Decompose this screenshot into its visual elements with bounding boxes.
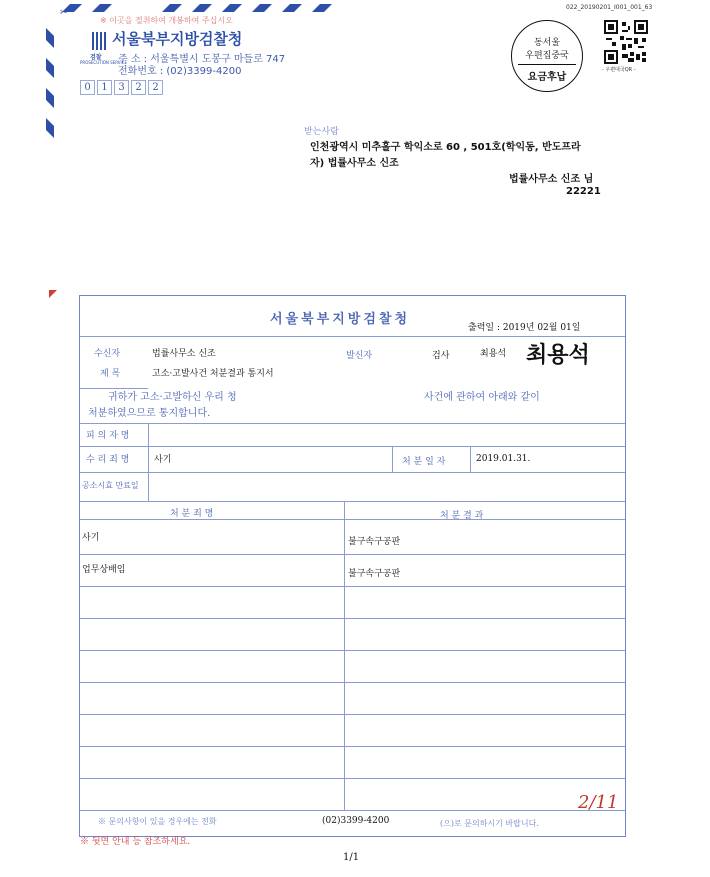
charge-value: 사기: [154, 455, 172, 465]
sender-address-label: 주 소 :: [118, 54, 148, 65]
divider: [80, 336, 625, 337]
scissors-icon: ✂: [60, 8, 68, 18]
logo-caption: 검찰: [90, 54, 102, 61]
divider: [80, 423, 625, 424]
zip-digit: 2: [148, 80, 163, 95]
divider: [392, 446, 393, 472]
recipient-address-line1: 인천광역시 미추홀구 학익소로 60 , 501호(학익동, 반도프라: [310, 142, 581, 153]
to-value: 법률사무소 신조: [152, 349, 216, 359]
prosecution-logo-icon: [92, 32, 106, 50]
cut-notice: ※ 이곳을 절취하여 개봉하여 주십시오: [100, 16, 233, 25]
notice-form: [79, 295, 626, 837]
qr-code-icon: [604, 20, 648, 64]
limitation-label: 공소시효 만료일: [82, 481, 139, 490]
to-label: 수신자: [94, 349, 121, 359]
footer-prefix: ※ 문의사항이 있을 경우에는 전화: [98, 817, 217, 826]
footer-suffix: (으)로 문의하시기 바랍니다.: [440, 819, 539, 828]
zip-digit: 2: [131, 80, 146, 95]
row-charge: 사기: [82, 533, 100, 543]
accused-label: 피 의 자 명: [86, 431, 130, 441]
envelope-stripes-side: [46, 28, 54, 138]
signature: 최용석: [526, 342, 590, 368]
charge-label: 수 리 죄 명: [86, 455, 130, 465]
sender-address: 서울특별시 도봉구 마들로 747: [150, 54, 286, 65]
recipient-name: 법률사무소 신조 님: [509, 174, 594, 185]
divider: [80, 554, 625, 555]
divider: [80, 714, 625, 715]
subject-label: 제 목: [100, 369, 121, 379]
zip-digit: 3: [114, 80, 129, 95]
divider: [344, 501, 345, 810]
document-id: 022_20190201_I001_001_63: [566, 4, 653, 11]
recipient-address-line2: 자) 법률사무소 신조: [310, 158, 399, 169]
from-role: 검사: [432, 351, 450, 361]
postage-stamp: [511, 20, 583, 92]
decision-date-label: 처 분 일 자: [402, 457, 446, 467]
from-label: 발신자: [346, 351, 373, 361]
stamp-line3: 요금후납: [518, 64, 576, 83]
divider: [80, 650, 625, 651]
row-result: 불구속구공판: [348, 537, 401, 547]
output-date: 2019년 02월 01일: [502, 323, 581, 333]
body-line2: 처분하였으므로 통지합니다.: [88, 408, 211, 419]
handwritten-note: 2/11: [578, 792, 619, 813]
sender-phone-label: 전화번호 :: [118, 66, 164, 77]
footer-phone: (02)3399-4200: [322, 816, 390, 826]
zip-digit: 0: [80, 80, 95, 95]
output-date-row: [468, 320, 580, 333]
col-charge-header: 처 분 죄 명: [170, 509, 214, 519]
back-note: ※ 뒷면 안내 등 참조하세요.: [80, 837, 191, 847]
qr-caption: - 우편대국QR -: [602, 67, 636, 73]
divider: [148, 423, 149, 501]
divider: [470, 446, 471, 472]
body-line1: 귀하가 고소·고발하신 우리 청: [108, 392, 237, 403]
stamp-line1: 동서울: [533, 38, 561, 48]
decision-date: 2019.01.31.: [476, 454, 531, 464]
recipient-label: 받는사람: [304, 127, 339, 137]
recipient-zip: 22221: [566, 186, 601, 197]
form-title: 서울북부지방검찰청: [270, 312, 411, 327]
divider: [80, 519, 625, 520]
divider: [80, 746, 625, 747]
divider: [80, 446, 625, 447]
divider: [80, 618, 625, 619]
output-date-label: 출력일 :: [468, 323, 500, 333]
divider: [80, 501, 625, 502]
sender-name: 서울북부지방검찰청: [112, 30, 243, 48]
row-result: 불구속구공판: [348, 569, 401, 579]
envelope-stripes-top: [62, 4, 332, 12]
divider: [80, 586, 625, 587]
body-line1b: 사건에 관하여 아래와 같이: [424, 392, 540, 403]
logo-subcaption: PROSECUTION SERVICE: [80, 60, 128, 65]
stamp-line2: 우편집중국: [525, 51, 569, 61]
sender-zip: [80, 75, 165, 95]
subject-value: 고소·고발사건 처분결과 통지서: [152, 369, 274, 379]
col-result-header: 처 분 결 과: [440, 511, 484, 521]
page-number: 1/1: [343, 852, 360, 863]
divider: [80, 682, 625, 683]
corner-mark: [49, 290, 57, 298]
zip-digit: 1: [97, 80, 112, 95]
divider: [80, 810, 625, 811]
divider: [80, 778, 625, 779]
recipient-address: [310, 140, 581, 172]
divider: [80, 472, 625, 473]
from-name: 최용석: [480, 349, 507, 359]
sender-phone: (02)3399-4200: [166, 66, 242, 77]
row-charge: 업무상배임: [82, 565, 126, 575]
